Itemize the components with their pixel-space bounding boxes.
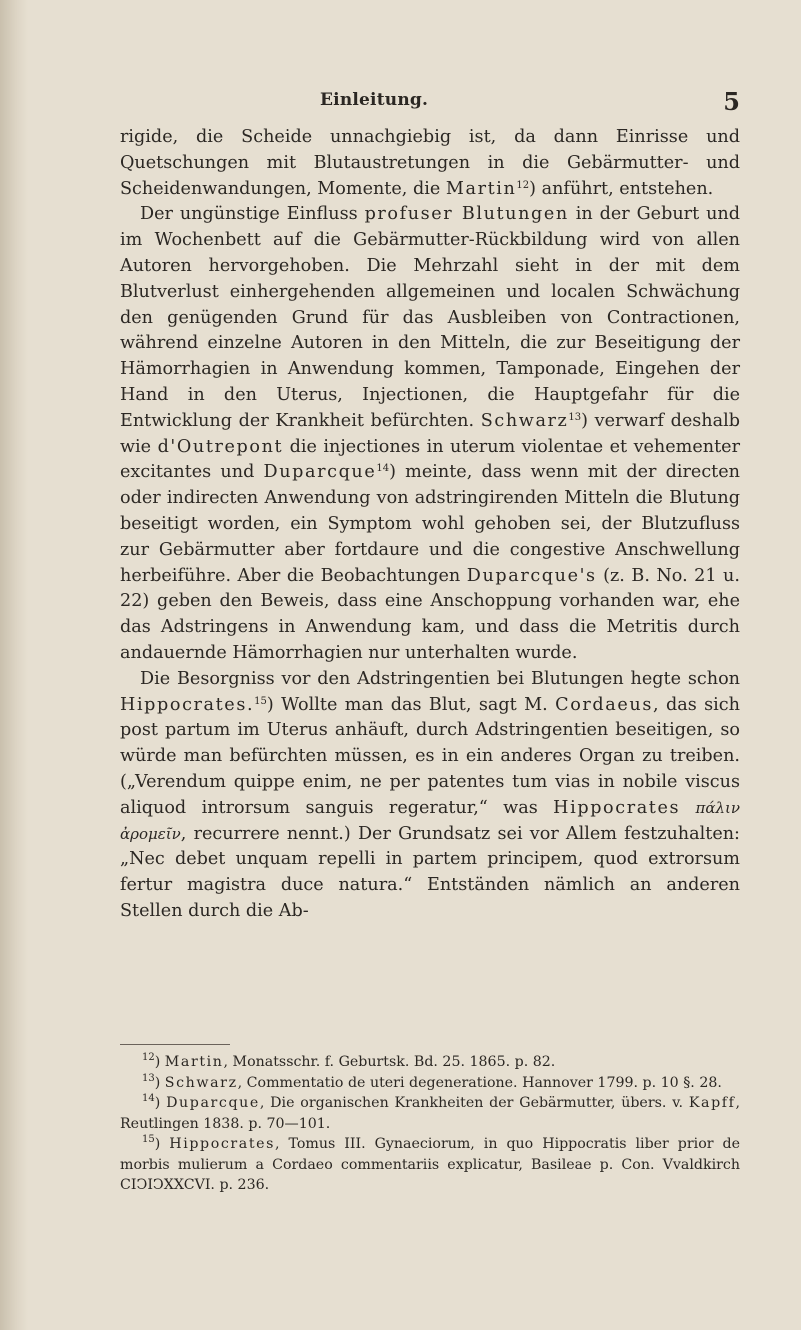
paragraph-3 xyxy=(120,667,740,925)
footnote-translator: Kapff xyxy=(688,1095,736,1111)
text-run: die injectiones in uterum violentae et vehementer excitantes und xyxy=(120,436,740,483)
footnote-15: $^{15}$) Hippocrates, Tomus III. Gynaeciorum, in quo Hippocratis liber prior de morbis mulierum a Cordaeo commentariis explicatur, Basileae p. Con. Vvaldkirch CIϽIϽXXCVI. p. 236. xyxy=(120,1134,740,1193)
footnote-number: 13 xyxy=(142,1072,155,1084)
text-run: ) meinte, dass wenn mit der directen oder indirecten Anwendung von adstringirenden Mitteln die Blutung beseitigt worden, ein Symptom wohl gehoben sei, der Blutzufluss zur Gebärmutter aber fortdaure und die congestive Anschwellung herbeiführe. Aber die Beobachtungen xyxy=(120,462,740,586)
footnote-author: Hippocrates xyxy=(169,1136,276,1152)
footnote-text: , Monatsschr. f. Geburtsk. Bd. 25. 1865. p. 82. xyxy=(223,1054,556,1070)
footnote-number: 12 xyxy=(142,1052,155,1063)
paragraph-2 xyxy=(120,202,740,666)
footnote-ref-15: 15 xyxy=(254,695,267,707)
footnote-ref-12: 12 xyxy=(516,179,530,191)
footnote-14: $^{14}$) Duparcque, Die organischen Krankheiten der Gebärmutter, übers. v. Kapff, Reutlingen 1838. p. 70—101. xyxy=(120,1093,740,1132)
paragraph-1 xyxy=(120,125,740,202)
main-text xyxy=(120,125,740,925)
author-hippocrates: Hippocrates. xyxy=(120,694,255,715)
emphasis-profuser-blutungen: profuser Blutungen xyxy=(364,204,569,225)
text-run: Die Besorgniss vor den Adstringentien bei Blutungen hegte schon xyxy=(140,668,740,689)
footnote-text: , Commentatio de uteri degeneratione. Hannover 1799. p. 10 §. 28. xyxy=(237,1074,722,1091)
footnote-12: $^{12}$) Martin, Monatsschr. f. Geburtsk. Bd. 25. 1865. p. 82. xyxy=(142,1052,556,1070)
author-duparcques: Duparcque's xyxy=(466,565,597,586)
page-number: 5 xyxy=(723,87,740,116)
footnote-author: Martin xyxy=(164,1054,224,1070)
footnote-author: Schwarz xyxy=(164,1074,238,1091)
footnote-number: 14 xyxy=(142,1093,155,1104)
footnote-text: , Tomus III. Gynaeciorum, in quo Hippocratis liber prior de morbis mulierum a Cordaeo commentariis explicatur, Basileae p. Con. Vvaldkirch CIϽIϽXXCVI. p. 236. xyxy=(120,1136,740,1193)
text-run: , das sich post partum im Uterus anhäuft, durch Adstringentien beseitigen, so würde man befürchten müssen, es in ein anderes Organ zu treiben. („Verendum quippe enim, ne per patentes tum vias in nobile viscus aliquod introrsum sanguis regeratur,“ was xyxy=(120,694,740,818)
author-martin: Martin xyxy=(445,178,517,199)
footnote-13: $^{13}$) Schwarz, Commentatio de uteri degeneratione. Hannover 1799. p. 10 §. 28. xyxy=(142,1072,722,1091)
author-outrepont: d'Outrepont xyxy=(157,436,284,457)
author-schwarz: Schwarz xyxy=(480,410,569,431)
text-run: rigide, die Scheide unnachgiebig ist, da dann Einrisse und Quetschungen mit Blutaustretungen in die Gebärmutter- und Scheidenwandungen, Momente, die xyxy=(120,127,740,199)
footnote-text: , Reutlingen 1838. p. 70—101. xyxy=(120,1095,740,1132)
greek-quote: πάλιν ἀρομεῖν xyxy=(120,798,740,843)
footnote-number: 15 xyxy=(142,1134,155,1145)
text-run: , recurrere nennt.) Der Grundsatz sei vor Allem festzuhalten: „Nec debet unquam repelli in partem principem, quod extrorsum fertur magistra duce natura.“ Entständen nämlich an anderen Stellen durch die Ab- xyxy=(120,823,740,921)
footnote-author: Duparcque xyxy=(166,1095,260,1111)
author-hippocrates-2: Hippocrates xyxy=(553,797,681,818)
footnote-text: , Die organischen Krankheiten der Gebärmutter, übers. v. xyxy=(259,1095,689,1111)
footnote-ref-13: 13 xyxy=(568,411,582,423)
page-header xyxy=(120,87,740,120)
author-duparcque: Duparcque xyxy=(263,462,377,483)
footnote-divider xyxy=(120,1044,230,1045)
text-run: in der Geburt und im Wochenbett auf die Gebärmutter-Rückbildung wird von allen Autoren hervorgehoben. Die Mehrzahl sieht in der mit dem Blutverlust einhergehenden allgemeinen und localen Schwächung den genügenden Grund für das Ausbleiben von Contractionen, während einzelne Autoren in den Mitteln, die zur Beseitigung der Hämorrhagien in Anwendung kommen, Tamponade, Eingehen der Hand in den Uterus, Injectionen, die Hauptgefahr für die Entwicklung der Krankheit befürchten. xyxy=(120,204,740,431)
author-cordaeus: Cordaeus xyxy=(555,694,653,715)
page-edge-shadow xyxy=(0,0,28,1330)
footnote-ref-14: 14 xyxy=(376,463,390,475)
text-run: Der ungünstige Einfluss xyxy=(140,204,365,225)
text-run: ) anführt, entstehen. xyxy=(529,178,714,199)
text-run: (z. B. No. 21 u. 22) geben den Beweis, dass eine Anschoppung vorhanden war, ehe das Adstringens in Anwendung kam, und dass die Metritis durch andauernde Hämorrhagien nur unterhalten wurde. xyxy=(120,565,740,663)
footnotes xyxy=(120,1052,740,1196)
text-run: ) Wollte man das Blut, sagt M. xyxy=(266,694,556,715)
running-title: Einleitung. xyxy=(320,90,429,110)
text-run: ) verwarf deshalb wie xyxy=(120,410,740,457)
